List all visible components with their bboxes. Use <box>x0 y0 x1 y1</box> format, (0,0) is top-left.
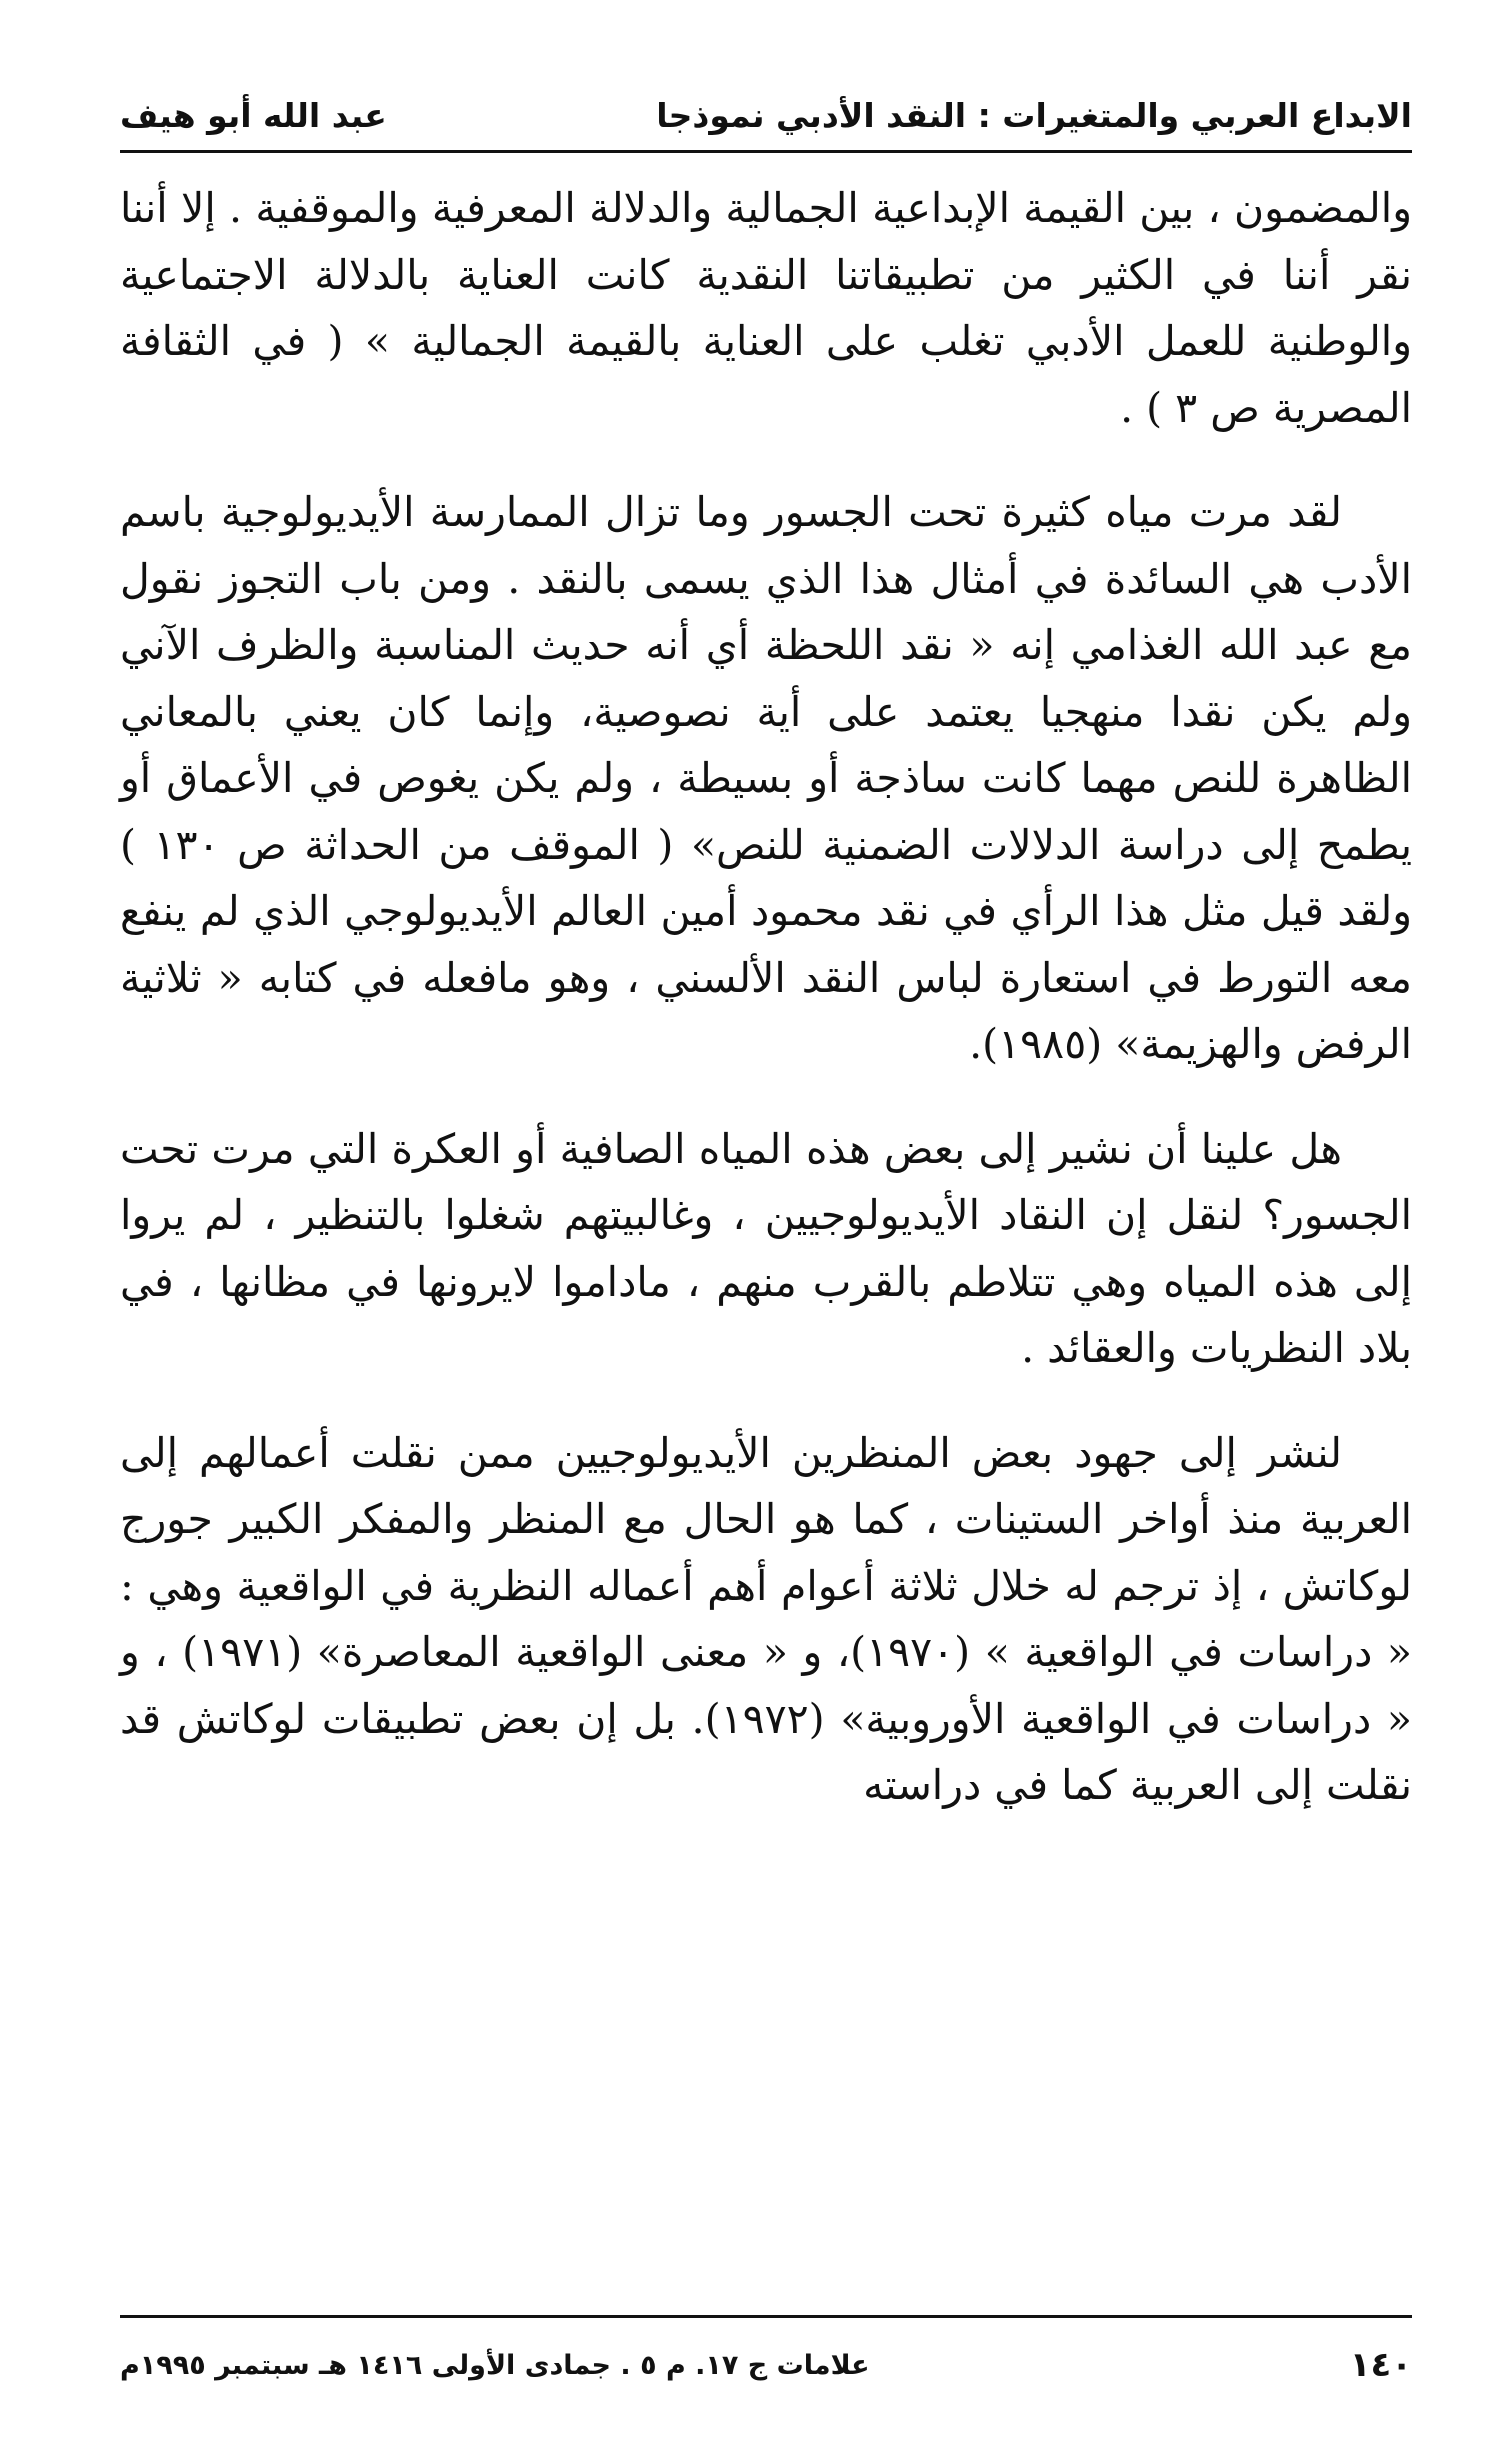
paragraph-3: هل علينا أن نشير إلى بعض هذه المياه الصافية أو العكرة التي مرت تحت الجسور؟ لنقل إن النقاد الأيديولوجيين ، وغالبيتهم شغلوا بالتنظير ، لم يروا إلى هذه المياه وهي تتلاطم بالقرب منهم ، ماداموا لايرونها في مظانها ، في بلاد النظريات والعقائد . <box>120 1124 1412 1372</box>
page-footer <box>120 2330 1412 2400</box>
paragraph-4: لنشر إلى جهود بعض المنظرين الأيديولوجيين ممن نقلت أعمالهم إلى العربية منذ أواخر الستينات ، كما هو الحال مع المنظر والمفكر الكبير جورج لوكاتش ، إذ ترجم له خلال ثلاثة أعوام أهم أعماله النظرية في الواقعية وهي : « دراسات في الواقعية » (١٩٧٠)، و « معنى الواقعية المعاصرة» (١٩٧١) ، و « دراسات في الواقعية الأوروبية» (١٩٧٢). بل إن بعض تطبيقات لوكاتش قد نقلت إلى العربية كما في دراسته <box>120 1428 1413 1809</box>
header-divider <box>120 150 1412 153</box>
article-body <box>120 175 1412 1857</box>
paragraph-2: لقد مرت مياه كثيرة تحت الجسور وما تزال الممارسة الأيديولوجية باسم الأدب هي السائدة في أمثال هذا الذي يسمى بالنقد . ومن باب التجوز نقول مع عبد الله الغذامي إنه « نقد اللحظة أي أنه حديث المناسبة والظرف الآني ولم يكن نقدا منهجيا يعتمد على أية نصوصية، وإنما كان يعني بالمعاني الظاهرة للنص مهما كانت ساذجة أو بسيطة ، ولم يكن يغوص في الأعماق أو يطمح إلى دراسة الدلالات الضمنية للنص» ( الموقف من الحداثة ص ١٣٠ ) ولقد قيل مثل هذا الرأي في نقد محمود أمين العالم الأيديولوجي الذي لم ينفع معه التورط في استعارة لباس النقد الألسني ، وهو مافعله في كتابه « ثلاثية الرفض والهزيمة» (١٩٨٥). <box>120 488 1413 1068</box>
journal-citation: علامات ج ١٧. م ٥ . جمادى الأولى ١٤١٦ هـ سبتمبر ١٩٩٥م <box>120 2349 870 2381</box>
page-number: ١٤٠ <box>1349 2345 1412 2385</box>
header-author: عبد الله أبو هيف <box>120 95 387 135</box>
footer-divider <box>120 2315 1412 2318</box>
header-title: الابداع العربي والمتغيرات : النقد الأدبي نموذجا <box>656 95 1412 135</box>
paragraph-1: والمضمون ، بين القيمة الإبداعية الجمالية والدلالة المعرفية والموقفية . إلا أننا نقر أننا في الكثير من تطبيقاتنا النقدية كانت العناية بالدلالة الاجتماعية والوطنية للعمل الأدبي تغلب على العناية بالقيمة الجمالية » ( في الثقافة المصرية ص ٣ ) . <box>120 184 1412 432</box>
running-header <box>120 70 1412 160</box>
